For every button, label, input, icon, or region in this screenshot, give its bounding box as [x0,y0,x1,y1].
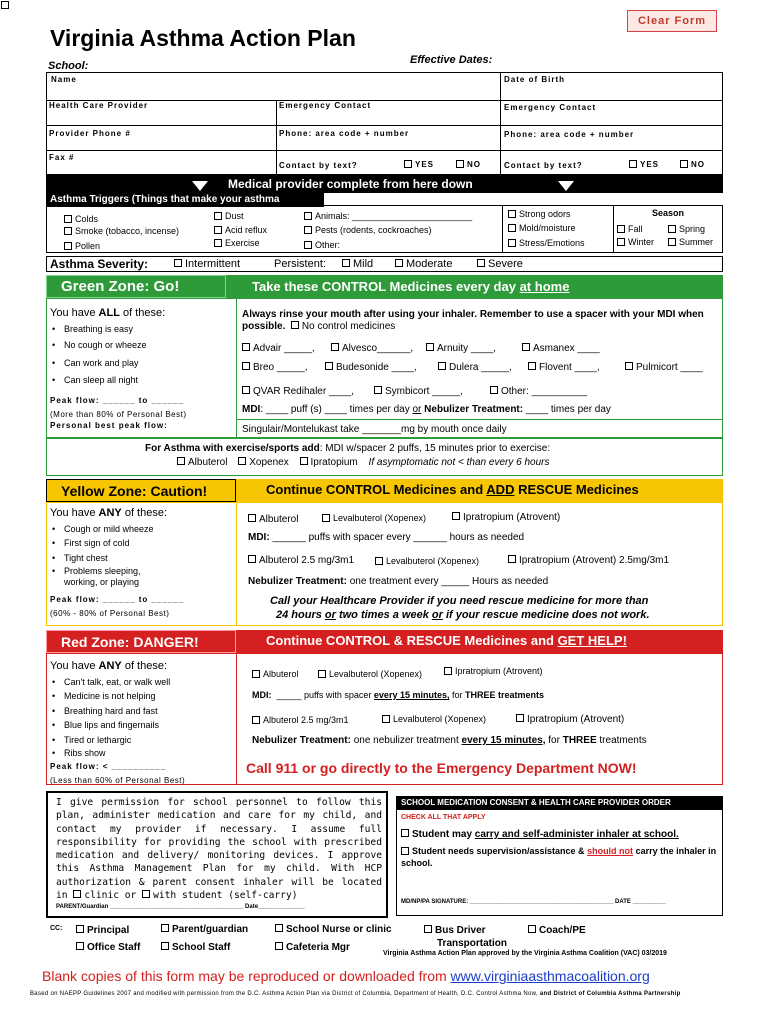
green-personal-best[interactable]: Personal best peak flow: [50,421,168,430]
consent-heading: SCHOOL MEDICATION CONSENT & HEALTH CARE PROVIDER ORDER [396,796,723,810]
yellow-nebulizer[interactable]: Nebulizer Treatment: one treatment every _____ Hours as needed [248,576,549,587]
trigger-mold[interactable]: Mold/moisture [508,222,576,234]
contact-text-1-no[interactable]: NO [456,160,481,169]
trigger-stress[interactable]: Stress/Emotions [508,237,585,249]
red-albuterol[interactable]: Albuterol [252,668,299,680]
green-rinse-instructions: Always rinse your mouth after using your inhaler. Remember to use a spacer with your MDI when possible. No control medicines [242,309,704,332]
emergency-contact-1-field[interactable]: Emergency Contact [279,101,372,110]
severity-intermittent[interactable]: Intermittent [174,258,240,270]
severity-label: Asthma Severity: [50,257,149,271]
green-symptom: • Can work and play [64,358,139,369]
green-more-than: (More than 80% of Personal Best) [50,410,187,419]
yellow-call-provider: Call your Healthcare Provider if you need rescue medicine for more than 24 hours or two times a week or if your rescue medicine does not work. [270,595,650,621]
contact-text-2-label: Contact by text? [504,161,583,170]
yellow-levalbuterol-neb[interactable]: Levalbuterol (Xopenex) [375,555,479,567]
red-symptom: • Medicine is not helping [64,691,156,702]
blank-copies: Blank copies of this form may be reproduced or downloaded from www.virginiaasthmacoalition.org [42,968,650,984]
coalition-link[interactable]: www.virginiaasthmacoalition.org [450,968,650,984]
parent-signature-line[interactable]: PARENT/Guardian ________________________________________ Date______________ [56,904,305,910]
red-peak-flow[interactable]: Peak flow: < __________ [50,762,167,771]
yellow-pct: (60% - 80% of Personal Best) [50,609,170,618]
vac-approved: Virginia Asthma Action Plan approved by the Virginia Asthma Coalition (VAC) 03/2019 [383,950,667,957]
yellow-levalbuterol[interactable]: Levalbuterol (Xopenex) [322,512,426,524]
red-levalbuterol[interactable]: Levalbuterol (Xopenex) [318,668,422,680]
cc-office-staff[interactable]: Office Staff [76,942,140,954]
yellow-symptom: • Cough or mild wheeze [64,524,154,535]
permission-text: I give permission for school personnel to follow this plan, administer medication and care for my child, and contact my provider if necessary. I assume full responsibility for providing the school with prescribed medication and delivery/ monitoring devices. I approve this Asthma Management Plan for my child. With HCP authorization & parent consent inhaler will be located in clinic or with student (self-carry) [56,797,382,902]
provider-phone-field[interactable]: Provider Phone # [49,129,131,138]
trigger-animals[interactable]: Animals: ________________________ [304,210,472,222]
season-spring[interactable]: Spring [668,223,705,235]
med-other[interactable]: Other: __________ [490,386,587,398]
trigger-other[interactable]: Other: [304,239,340,251]
green-mdi-line[interactable]: MDI: ____ puff (s) ____ times per day or Nebulizer Treatment: ____ times per day [242,404,611,415]
info-grid [46,72,723,175]
severity-severe[interactable]: Severe [477,258,523,270]
triggers-heading: Asthma Triggers (Things that make your asthma [46,193,324,207]
med-asmanex[interactable]: Asmanex ____ [522,343,600,355]
severity-persistent-label: Persistent: [274,258,326,270]
med-alvesco[interactable]: Alvesco______, [331,343,413,355]
emergency-contact-2-field[interactable]: Emergency Contact [504,103,597,112]
yellow-symptom-cont: working, or playing [64,577,140,587]
medical-provider-bar: Medical provider complete from here down [46,175,723,193]
cc-school-nurse[interactable]: School Nurse or clinic [275,924,392,936]
red-pct: (Less than 60% of Personal Best) [50,776,186,785]
red-levalbuterol-neb[interactable]: Levalbuterol (Xopenex) [382,713,486,725]
check-all-label: CHECK ALL THAT APPLY [401,814,486,821]
contact-text-1-yes[interactable]: YES [404,160,434,169]
contact-text-2-yes[interactable]: YES [629,160,659,169]
cc-coach[interactable]: Coach/PE [528,925,586,937]
season-fall[interactable]: Fall [617,223,643,235]
green-peak-flow[interactable]: Peak flow: ______ to ______ [50,396,185,405]
contact-text-2-no[interactable]: NO [680,160,705,169]
green-symptom: • Can sleep all night [64,375,138,386]
no-checkbox[interactable] [456,160,464,168]
trigger-pests[interactable]: Pests (rodents, cockroaches) [304,224,432,236]
green-zone-label: Green Zone: Go! [46,275,226,298]
red-symptom: • Tired or lethargic [64,735,131,746]
trigger-smoke[interactable]: Smoke (tobacco, incense) [64,225,179,237]
cc-bus-driver[interactable]: Bus Driver [424,925,486,937]
severity-moderate[interactable]: Moderate [395,258,452,270]
yellow-peak-flow[interactable]: Peak flow: ______ to ______ [50,595,185,604]
red-ipratropium-neb[interactable]: Ipratropium (Atrovent) [516,714,624,726]
yes-checkbox[interactable] [404,160,412,168]
cc-label: CC: [50,925,63,932]
page-title: Virginia Asthma Action Plan [50,25,356,51]
season-summer[interactable]: Summer [668,236,713,248]
exercise-xopenex[interactable]: Xopenex [238,457,288,468]
season-label: Season [652,208,685,218]
yellow-symptom: • Problems sleeping, [64,566,141,577]
green-singulair[interactable]: Singulair/Montelukast take _______mg by mouth once daily [242,424,507,435]
med-symbicort[interactable]: Symbicort _____, [374,386,463,398]
name-field[interactable]: Name [51,75,77,84]
exercise-options: Albuterol Xopenex Ipratopium If asymptomatic not < than every 6 hours [177,457,549,469]
med-dulera[interactable]: Dulera _____, [438,362,512,374]
yellow-albuterol-neb[interactable]: Albuterol 2.5 mg/3m1 [248,555,354,567]
corner-checkbox[interactable] [1,1,9,9]
clear-form-button[interactable]: Clear Form [627,10,717,32]
med-flovent[interactable]: Flovent ____, [528,362,600,374]
green-zone-title: Take these CONTROL Medicines every day at home [252,279,570,294]
based-on: Based on NAEPP Guidelines 2007 and modified with permission from the D.C. Asthma Action Plan via District of Columbia, Department of Health, D.C. Control Asthma Now, and District of Columbia Asthma Partnership [30,991,681,997]
med-pulmicort[interactable]: Pulmicort ____ [625,362,703,374]
green-symptom: • No cough or wheeze [64,340,147,351]
trigger-colds[interactable]: Colds [64,213,98,225]
no-checkbox[interactable] [680,160,688,168]
trigger-dust[interactable]: Dust [214,210,244,222]
yellow-ipratropium-neb[interactable]: Ipratropium (Atrovent) 2.5mg/3m1 [508,555,669,567]
yellow-have-any: You have ANY of these: [50,507,168,519]
green-have-all: You have ALL of these: [50,307,166,319]
cc-cafeteria[interactable]: Cafeteria Mgr [275,942,350,954]
consent-self-carry[interactable]: Student may carry and self-administer inhaler at school. [401,829,679,840]
yellow-symptom: • Tight chest [64,553,108,564]
season-winter[interactable]: Winter [617,236,654,248]
red-albuterol-neb[interactable]: Albuterol 2.5 mg/3m1 [252,714,349,726]
hcp-field[interactable]: Health Care Provider [49,101,149,110]
clinic-checkbox[interactable] [73,890,81,898]
red-nebulizer[interactable]: Nebulizer Treatment: one nebulizer treatment every 15 minutes, for THREE treatments [252,735,647,746]
contact-text-1-label: Contact by text? [279,161,358,170]
exercise-albuterol[interactable]: Albuterol [177,457,227,468]
severity-mild[interactable]: Mild [342,258,373,270]
red-ipratropium[interactable]: Ipratropium (Atrovent) [444,665,543,677]
yellow-albuterol[interactable]: Albuterol [248,514,298,526]
red-symptom: • Breathing hard and fast [64,706,158,717]
red-zone-title: Continue CONTROL & RESCUE Medicines and GET HELP! [266,633,627,648]
effective-dates-label: Effective Dates: [410,54,493,66]
provider-signature-line[interactable]: MD/NP/PA SIGNATURE: ___________________________________________ DATE __________ [401,899,666,905]
down-arrow-icon [192,181,208,191]
med-arnuity[interactable]: Arnuity ____, [426,343,496,355]
exercise-ipratopium[interactable]: Ipratopium [300,457,358,468]
yellow-zone-label: Yellow Zone: Caution! [46,479,236,502]
down-arrow-icon [558,181,574,191]
med-qvar[interactable]: QVAR Redihaler ____, [242,386,354,398]
trigger-exercise[interactable]: Exercise [214,237,260,249]
consent-supervision[interactable]: Student needs supervision/assistance & should not carry the inhaler in school. [401,846,717,868]
self-carry-checkbox[interactable] [142,890,150,898]
phone-1-field[interactable]: Phone: area code + number [279,129,410,138]
cc-school-staff[interactable]: School Staff [161,942,230,954]
green-symptom: • Breathing is easy [64,324,133,335]
yellow-mdi[interactable]: MDI: ______ puffs with spacer every ______ hours as needed [248,532,525,543]
red-symptom: • Blue lips and fingernails [64,720,159,731]
cc-principal[interactable]: Principal [76,925,129,937]
fax-field[interactable]: Fax # [49,153,75,162]
red-symptom: • Ribs show [64,748,106,759]
red-zone-label: Red Zone: DANGER! [46,630,236,653]
trigger-acid-reflux[interactable]: Acid reflux [214,224,267,236]
yellow-zone-title: Continue CONTROL Medicines and ADD RESCUE Medicines [266,482,639,497]
exercise-line: For Asthma with exercise/sports add: MDI w/spacer 2 puffs, 15 minutes prior to exercise: [145,443,551,454]
trigger-strong-odors[interactable]: Strong odors [508,208,571,220]
yellow-ipratropium[interactable]: Ipratropium (Atrovent) [452,512,560,524]
yellow-symptom: • First sign of cold [64,538,130,549]
red-mdi[interactable]: MDI: _____ puffs with spacer every 15 minutes, for THREE treatments [252,690,545,700]
yes-checkbox[interactable] [629,160,637,168]
med-budesonide[interactable]: Budesonide ____, [325,362,417,374]
red-have-any: You have ANY of these: [50,660,168,672]
school-label: School: [48,60,89,72]
med-breo[interactable]: Breo _____, [242,362,308,374]
dob-field[interactable]: Date of Birth [504,75,565,84]
phone-2-field[interactable]: Phone: area code + number [504,130,635,139]
red-symptom: • Can't talk, eat, or walk well [64,677,170,688]
trigger-pollen[interactable]: Pollen [64,240,100,252]
cc-transportation[interactable]: Transportation [437,938,508,949]
red-call-911: Call 911 or go directly to the Emergency Department NOW! [246,760,637,776]
cc-parent[interactable]: Parent/guardian [161,924,248,936]
med-advair[interactable]: Advair _____, [242,343,315,355]
